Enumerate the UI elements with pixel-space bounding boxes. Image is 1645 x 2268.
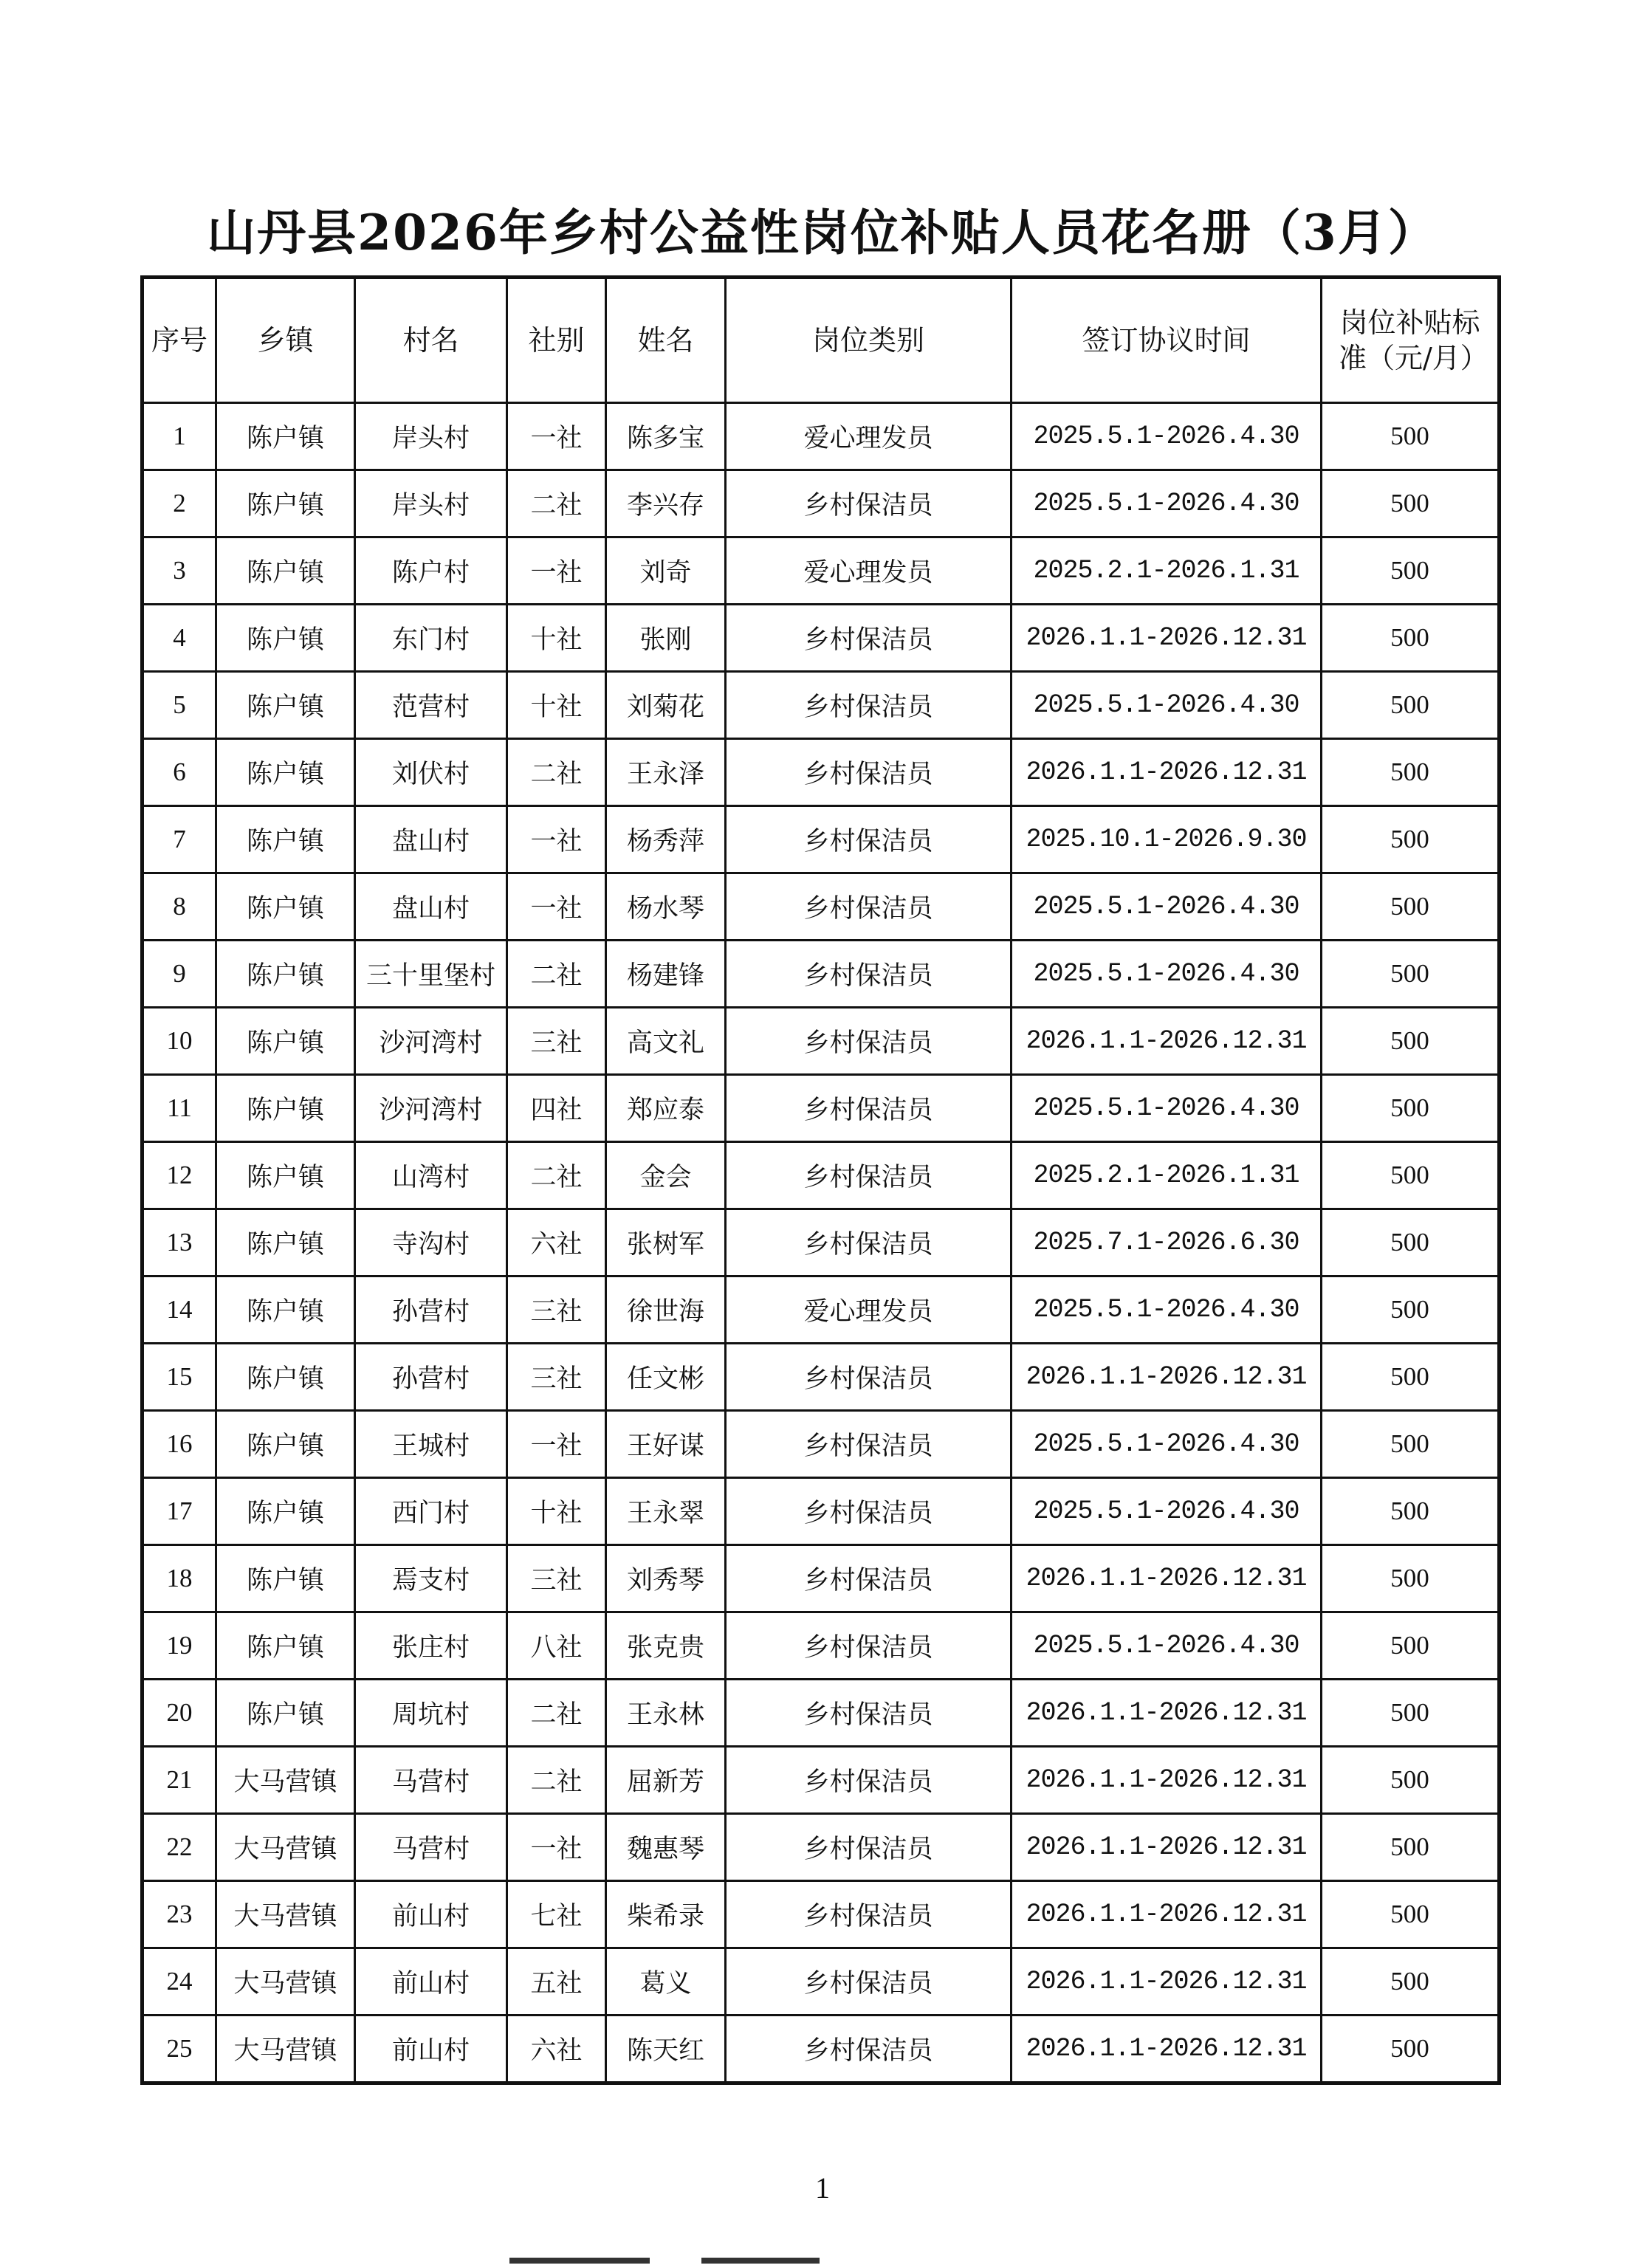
cell-group: 六社 — [507, 1209, 606, 1276]
cell-post-type: 乡村保洁员 — [726, 1008, 1012, 1075]
cell-post-type: 爱心理发员 — [726, 537, 1012, 605]
cell-subsidy: 500 — [1322, 941, 1500, 1008]
cell-group: 二社 — [507, 739, 606, 806]
cell-name: 魏惠琴 — [606, 1814, 726, 1881]
cell-village: 前山村 — [355, 1948, 507, 2016]
cell-village: 寺沟村 — [355, 1209, 507, 1276]
cell-index: 5 — [142, 672, 216, 739]
table-row — [142, 403, 1500, 470]
cell-post-type: 乡村保洁员 — [726, 1209, 1012, 1276]
cell-village: 马营村 — [355, 1747, 507, 1814]
cell-village: 周坑村 — [355, 1680, 507, 1747]
table-row — [142, 1881, 1500, 1948]
table-row — [142, 1276, 1500, 1344]
cell-name: 李兴存 — [606, 470, 726, 537]
table-row — [142, 605, 1500, 672]
cell-group: 二社 — [507, 941, 606, 1008]
cell-subsidy: 500 — [1322, 470, 1500, 537]
cell-post-type: 乡村保洁员 — [726, 1075, 1012, 1142]
cell-subsidy: 500 — [1322, 1881, 1500, 1948]
cell-town: 陈户镇 — [216, 537, 355, 605]
cell-village: 盘山村 — [355, 873, 507, 941]
page-title: 山丹县2026年乡村公益性岗位补贴人员花名册（3月） — [207, 204, 1438, 261]
table-row — [142, 739, 1500, 806]
cell-post-type: 乡村保洁员 — [726, 873, 1012, 941]
cell-post-type: 乡村保洁员 — [726, 605, 1012, 672]
cell-name: 柴希录 — [606, 1881, 726, 1948]
cell-subsidy: 500 — [1322, 403, 1500, 470]
cell-agreement-period: 2026.1.1-2026.12.31 — [1012, 2016, 1322, 2083]
cell-group: 二社 — [507, 1142, 606, 1209]
table-row — [142, 1545, 1500, 1612]
cell-village: 东门村 — [355, 605, 507, 672]
cell-agreement-period: 2025.2.1-2026.1.31 — [1012, 537, 1322, 605]
cell-name: 任文彬 — [606, 1344, 726, 1411]
cell-name: 陈多宝 — [606, 403, 726, 470]
cell-index: 6 — [142, 739, 216, 806]
cell-town: 陈户镇 — [216, 470, 355, 537]
cell-town: 陈户镇 — [216, 1478, 355, 1545]
cell-subsidy: 500 — [1322, 1075, 1500, 1142]
cell-index: 1 — [142, 403, 216, 470]
cell-index: 15 — [142, 1344, 216, 1411]
cell-post-type: 乡村保洁员 — [726, 2016, 1012, 2083]
cell-village: 三十里堡村 — [355, 941, 507, 1008]
cell-group: 二社 — [507, 1680, 606, 1747]
table-row — [142, 1814, 1500, 1881]
cell-name: 王永泽 — [606, 739, 726, 806]
header-agreement-period: 签订协议时间 — [1012, 278, 1322, 403]
cell-index: 7 — [142, 806, 216, 873]
cell-post-type: 乡村保洁员 — [726, 1411, 1012, 1478]
cell-index: 4 — [142, 605, 216, 672]
cell-group: 一社 — [507, 1814, 606, 1881]
cell-index: 22 — [142, 1814, 216, 1881]
cell-name: 徐世海 — [606, 1276, 726, 1344]
cell-subsidy: 500 — [1322, 2016, 1500, 2083]
cell-index: 2 — [142, 470, 216, 537]
roster-table — [140, 275, 1501, 2085]
header-village: 村名 — [355, 278, 507, 403]
cell-agreement-period: 2026.1.1-2026.12.31 — [1012, 1680, 1322, 1747]
cell-group: 十社 — [507, 1478, 606, 1545]
cell-group: 十社 — [507, 672, 606, 739]
cell-town: 陈户镇 — [216, 403, 355, 470]
cell-town: 陈户镇 — [216, 1008, 355, 1075]
cell-town: 陈户镇 — [216, 1680, 355, 1747]
cell-town: 陈户镇 — [216, 605, 355, 672]
table-header-row — [142, 278, 1500, 403]
cell-post-type: 乡村保洁员 — [726, 1948, 1012, 2016]
cell-index: 14 — [142, 1276, 216, 1344]
cell-village: 西门村 — [355, 1478, 507, 1545]
cell-town: 陈户镇 — [216, 1075, 355, 1142]
cell-town: 大马营镇 — [216, 1948, 355, 2016]
cell-name: 王好谋 — [606, 1411, 726, 1478]
cell-village: 张庄村 — [355, 1612, 507, 1680]
cell-town: 陈户镇 — [216, 1209, 355, 1276]
table-row — [142, 806, 1500, 873]
cell-town: 陈户镇 — [216, 1276, 355, 1344]
cell-post-type: 乡村保洁员 — [726, 672, 1012, 739]
header-name: 姓名 — [606, 278, 726, 403]
cell-name: 高文礼 — [606, 1008, 726, 1075]
cell-index: 24 — [142, 1948, 216, 2016]
cell-index: 13 — [142, 1209, 216, 1276]
cell-village: 范营村 — [355, 672, 507, 739]
cell-post-type: 乡村保洁员 — [726, 1344, 1012, 1411]
table-row — [142, 537, 1500, 605]
cell-subsidy: 500 — [1322, 1008, 1500, 1075]
cell-subsidy: 500 — [1322, 1276, 1500, 1344]
cell-agreement-period: 2026.1.1-2026.12.31 — [1012, 1545, 1322, 1612]
cell-subsidy: 500 — [1322, 1747, 1500, 1814]
cell-group: 十社 — [507, 605, 606, 672]
cell-post-type: 乡村保洁员 — [726, 470, 1012, 537]
cell-town: 大马营镇 — [216, 1747, 355, 1814]
cell-agreement-period: 2026.1.1-2026.12.31 — [1012, 1344, 1322, 1411]
cell-subsidy: 500 — [1322, 1814, 1500, 1881]
cell-village: 焉支村 — [355, 1545, 507, 1612]
cell-subsidy: 500 — [1322, 1948, 1500, 2016]
cell-index: 3 — [142, 537, 216, 605]
cell-agreement-period: 2026.1.1-2026.12.31 — [1012, 1814, 1322, 1881]
cell-town: 陈户镇 — [216, 739, 355, 806]
header-town: 乡镇 — [216, 278, 355, 403]
cell-name: 葛义 — [606, 1948, 726, 2016]
cell-group: 七社 — [507, 1881, 606, 1948]
cell-village: 王城村 — [355, 1411, 507, 1478]
cell-name: 陈天红 — [606, 2016, 726, 2083]
cell-village: 沙河湾村 — [355, 1008, 507, 1075]
cell-town: 大马营镇 — [216, 1814, 355, 1881]
cell-group: 二社 — [507, 470, 606, 537]
header-index: 序号 — [142, 278, 216, 403]
cell-village: 前山村 — [355, 1881, 507, 1948]
cell-village: 孙营村 — [355, 1344, 507, 1411]
cell-name: 郑应泰 — [606, 1075, 726, 1142]
cell-index: 25 — [142, 2016, 216, 2083]
cell-agreement-period: 2026.1.1-2026.12.31 — [1012, 1881, 1322, 1948]
cell-village: 岸头村 — [355, 403, 507, 470]
cell-subsidy: 500 — [1322, 537, 1500, 605]
cell-subsidy: 500 — [1322, 873, 1500, 941]
cell-agreement-period: 2025.5.1-2026.4.30 — [1012, 1075, 1322, 1142]
cell-post-type: 爱心理发员 — [726, 403, 1012, 470]
cell-group: 二社 — [507, 1747, 606, 1814]
cell-town: 陈户镇 — [216, 1545, 355, 1612]
cell-subsidy: 500 — [1322, 672, 1500, 739]
cell-agreement-period: 2025.5.1-2026.4.30 — [1012, 672, 1322, 739]
cell-name: 杨建锋 — [606, 941, 726, 1008]
cell-subsidy: 500 — [1322, 739, 1500, 806]
cell-village: 岸头村 — [355, 470, 507, 537]
cell-post-type: 乡村保洁员 — [726, 1142, 1012, 1209]
table-row — [142, 1612, 1500, 1680]
cell-town: 大马营镇 — [216, 2016, 355, 2083]
cell-village: 陈户村 — [355, 537, 507, 605]
cell-village: 盘山村 — [355, 806, 507, 873]
cell-group: 一社 — [507, 403, 606, 470]
cell-subsidy: 500 — [1322, 1680, 1500, 1747]
cell-subsidy: 500 — [1322, 1612, 1500, 1680]
cell-index: 12 — [142, 1142, 216, 1209]
footer-mark-left — [509, 2258, 650, 2264]
cell-town: 陈户镇 — [216, 672, 355, 739]
cell-village: 前山村 — [355, 2016, 507, 2083]
cell-town: 陈户镇 — [216, 1612, 355, 1680]
cell-subsidy: 500 — [1322, 806, 1500, 873]
cell-subsidy: 500 — [1322, 1142, 1500, 1209]
cell-index: 18 — [142, 1545, 216, 1612]
table-row — [142, 1478, 1500, 1545]
cell-group: 五社 — [507, 1948, 606, 2016]
cell-group: 三社 — [507, 1008, 606, 1075]
cell-index: 17 — [142, 1478, 216, 1545]
cell-post-type: 乡村保洁员 — [726, 1545, 1012, 1612]
cell-name: 屈新芳 — [606, 1747, 726, 1814]
table-row — [142, 1075, 1500, 1142]
cell-village: 沙河湾村 — [355, 1075, 507, 1142]
cell-town: 陈户镇 — [216, 1344, 355, 1411]
cell-index: 10 — [142, 1008, 216, 1075]
table-row — [142, 1680, 1500, 1747]
table-row — [142, 1209, 1500, 1276]
cell-agreement-period: 2025.5.1-2026.4.30 — [1012, 470, 1322, 537]
table-row — [142, 672, 1500, 739]
cell-agreement-period: 2025.5.1-2026.4.30 — [1012, 403, 1322, 470]
table-row — [142, 2016, 1500, 2083]
cell-agreement-period: 2025.5.1-2026.4.30 — [1012, 1411, 1322, 1478]
cell-town: 陈户镇 — [216, 1411, 355, 1478]
cell-group: 一社 — [507, 537, 606, 605]
cell-name: 刘奇 — [606, 537, 726, 605]
cell-group: 三社 — [507, 1545, 606, 1612]
cell-name: 金会 — [606, 1142, 726, 1209]
cell-group: 八社 — [507, 1612, 606, 1680]
cell-post-type: 乡村保洁员 — [726, 1680, 1012, 1747]
cell-agreement-period: 2025.2.1-2026.1.31 — [1012, 1142, 1322, 1209]
cell-agreement-period: 2025.5.1-2026.4.30 — [1012, 1612, 1322, 1680]
cell-post-type: 乡村保洁员 — [726, 1814, 1012, 1881]
cell-subsidy: 500 — [1322, 1209, 1500, 1276]
cell-group: 一社 — [507, 873, 606, 941]
cell-index: 11 — [142, 1075, 216, 1142]
cell-group: 三社 — [507, 1344, 606, 1411]
cell-agreement-period: 2025.10.1-2026.9.30 — [1012, 806, 1322, 873]
cell-agreement-period: 2026.1.1-2026.12.31 — [1012, 1948, 1322, 2016]
cell-post-type: 乡村保洁员 — [726, 739, 1012, 806]
table-row — [142, 1747, 1500, 1814]
page-number: 1 — [815, 2171, 830, 2205]
cell-agreement-period: 2025.7.1-2026.6.30 — [1012, 1209, 1322, 1276]
cell-village: 孙营村 — [355, 1276, 507, 1344]
cell-town: 陈户镇 — [216, 873, 355, 941]
table-row — [142, 1142, 1500, 1209]
cell-post-type: 乡村保洁员 — [726, 1478, 1012, 1545]
header-subsidy-standard: 岗位补贴标准（元/月） — [1322, 278, 1500, 403]
cell-index: 19 — [142, 1612, 216, 1680]
cell-name: 王永翠 — [606, 1478, 726, 1545]
cell-town: 大马营镇 — [216, 1881, 355, 1948]
cell-subsidy: 500 — [1322, 1545, 1500, 1612]
cell-agreement-period: 2026.1.1-2026.12.31 — [1012, 1747, 1322, 1814]
cell-name: 张树军 — [606, 1209, 726, 1276]
cell-subsidy: 500 — [1322, 1411, 1500, 1478]
cell-index: 9 — [142, 941, 216, 1008]
cell-group: 四社 — [507, 1075, 606, 1142]
cell-post-type: 乡村保洁员 — [726, 1747, 1012, 1814]
table-row — [142, 873, 1500, 941]
cell-name: 刘菊花 — [606, 672, 726, 739]
cell-post-type: 乡村保洁员 — [726, 1881, 1012, 1948]
cell-town: 陈户镇 — [216, 806, 355, 873]
cell-name: 张克贵 — [606, 1612, 726, 1680]
cell-village: 刘伏村 — [355, 739, 507, 806]
cell-subsidy: 500 — [1322, 605, 1500, 672]
cell-subsidy: 500 — [1322, 1344, 1500, 1411]
header-post-type: 岗位类别 — [726, 278, 1012, 403]
cell-name: 张刚 — [606, 605, 726, 672]
cell-town: 陈户镇 — [216, 1142, 355, 1209]
cell-village: 马营村 — [355, 1814, 507, 1881]
cell-index: 23 — [142, 1881, 216, 1948]
cell-name: 刘秀琴 — [606, 1545, 726, 1612]
table-row — [142, 1948, 1500, 2016]
cell-agreement-period: 2025.5.1-2026.4.30 — [1012, 941, 1322, 1008]
table-row — [142, 1344, 1500, 1411]
cell-index: 20 — [142, 1680, 216, 1747]
cell-group: 三社 — [507, 1276, 606, 1344]
table-row — [142, 941, 1500, 1008]
cell-index: 8 — [142, 873, 216, 941]
cell-agreement-period: 2026.1.1-2026.12.31 — [1012, 739, 1322, 806]
table-row — [142, 470, 1500, 537]
cell-group: 六社 — [507, 2016, 606, 2083]
cell-post-type: 乡村保洁员 — [726, 941, 1012, 1008]
table-body — [142, 403, 1500, 2083]
table-row — [142, 1008, 1500, 1075]
cell-name: 王永林 — [606, 1680, 726, 1747]
cell-group: 一社 — [507, 1411, 606, 1478]
cell-post-type: 乡村保洁员 — [726, 806, 1012, 873]
footer-mark-right — [701, 2258, 820, 2264]
cell-village: 山湾村 — [355, 1142, 507, 1209]
cell-index: 16 — [142, 1411, 216, 1478]
cell-subsidy: 500 — [1322, 1478, 1500, 1545]
cell-town: 陈户镇 — [216, 941, 355, 1008]
cell-group: 一社 — [507, 806, 606, 873]
cell-post-type: 爱心理发员 — [726, 1276, 1012, 1344]
cell-agreement-period: 2026.1.1-2026.12.31 — [1012, 605, 1322, 672]
cell-agreement-period: 2025.5.1-2026.4.30 — [1012, 873, 1322, 941]
cell-agreement-period: 2025.5.1-2026.4.30 — [1012, 1478, 1322, 1545]
cell-post-type: 乡村保洁员 — [726, 1612, 1012, 1680]
header-group: 社别 — [507, 278, 606, 403]
cell-index: 21 — [142, 1747, 216, 1814]
cell-name: 杨水琴 — [606, 873, 726, 941]
cell-agreement-period: 2025.5.1-2026.4.30 — [1012, 1276, 1322, 1344]
table-row — [142, 1411, 1500, 1478]
cell-agreement-period: 2026.1.1-2026.12.31 — [1012, 1008, 1322, 1075]
cell-name: 杨秀萍 — [606, 806, 726, 873]
